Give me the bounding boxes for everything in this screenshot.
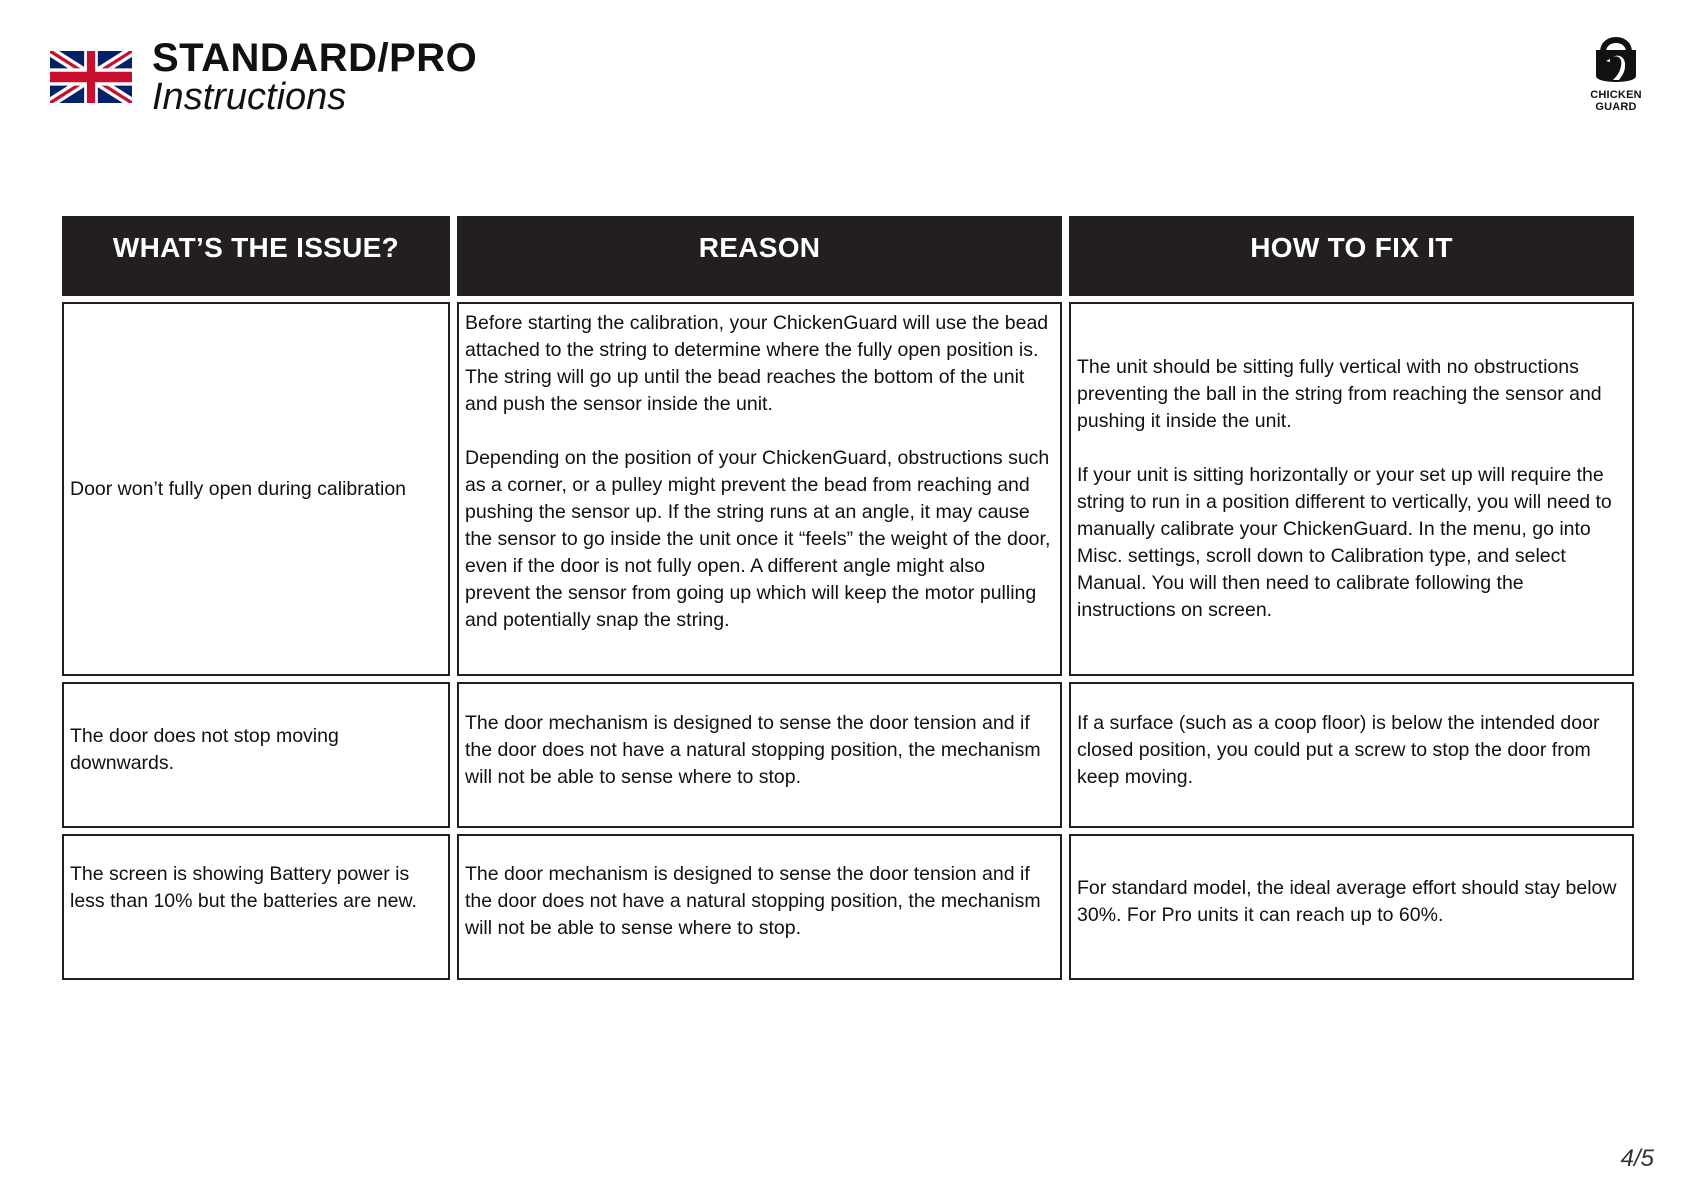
chickenguard-logo-icon bbox=[1591, 28, 1641, 88]
table-row bbox=[62, 302, 1634, 676]
reason-cell bbox=[457, 682, 1062, 828]
reason-cell bbox=[457, 302, 1062, 676]
reason-text: The door mechanism is designed to sense the door tension and if the door does not have a natural stopping position, the mechanism will not be able to sense where to stop. bbox=[465, 712, 1041, 788]
page-number: 4/5 bbox=[1620, 1145, 1654, 1172]
table-row bbox=[62, 682, 1634, 828]
table-row bbox=[62, 834, 1634, 980]
page-title: STANDARD/PRO bbox=[152, 36, 478, 80]
brand-text-line1: CHICKEN bbox=[1590, 89, 1642, 101]
reason-text: Before starting the calibration, your ChickenGuard will use the bead attached to the string to determine where the fully open position is. The string will go up until the bead reaches the bottom of the unit and push the sensor inside the unit. bbox=[465, 312, 1049, 415]
issue-cell bbox=[62, 302, 450, 676]
issue-cell bbox=[62, 834, 450, 980]
reason-text: Depending on the position of your ChickenGuard, obstructions such as a corner, or a pulley might prevent the bead from reaching and pushing the sensor up. If the string runs at an angle, it may cause the sensor to go inside the unit once it “feels” the weight of the door, even if the door is not fully open. A different angle might also prevent the sensor from going up which will keep the motor pulling and potentially snap the string. bbox=[465, 447, 1051, 631]
issue-cell bbox=[62, 682, 450, 828]
fix-cell bbox=[1069, 302, 1634, 676]
brand-text-line2: GUARD bbox=[1595, 101, 1637, 113]
fix-text: If a surface (such as a coop floor) is below the intended door closed position, you could put a screw to stop the door from keep moving. bbox=[1077, 712, 1600, 788]
fix-cell bbox=[1069, 682, 1634, 828]
page-subtitle: Instructions bbox=[152, 76, 347, 118]
issue-text: The door does not stop moving downwards. bbox=[70, 725, 339, 774]
header-fix: HOW TO FIX IT bbox=[1069, 216, 1634, 296]
reason-cell bbox=[457, 834, 1062, 980]
fix-text: The unit should be sitting fully vertical with no obstructions preventing the ball in the string from reaching the sensor and pushing it inside the unit. bbox=[1077, 356, 1602, 432]
reason-text: The door mechanism is designed to sense the door tension and if the door does not have a natural stopping position, the mechanism will not be able to sense where to stop. bbox=[465, 863, 1041, 939]
issue-text: The screen is showing Battery power is less than 10% but the batteries are new. bbox=[70, 863, 417, 912]
fix-text: If your unit is sitting horizontally or your set up will require the string to run in a position different to vertically, you will need to manually calibrate your ChickenGuard. In the menu, go into Misc. settings, scroll down to Calibration type, and select Manual. You will then need to calibrate following the instructions on screen. bbox=[1077, 464, 1612, 621]
fix-cell bbox=[1069, 834, 1634, 980]
header-reason: REASON bbox=[457, 216, 1062, 296]
table-header-row bbox=[62, 216, 1634, 296]
fix-text: For standard model, the ideal average effort should stay below 30%. For Pro units it can reach up to 60%. bbox=[1077, 877, 1617, 926]
uk-flag-icon bbox=[50, 51, 132, 103]
troubleshooting-table bbox=[62, 216, 1634, 986]
header-issue: WHAT’S THE ISSUE? bbox=[62, 216, 450, 296]
brand-logo bbox=[1586, 28, 1646, 112]
issue-text: Door won’t fully open during calibration bbox=[70, 477, 407, 500]
page-header bbox=[50, 38, 477, 118]
